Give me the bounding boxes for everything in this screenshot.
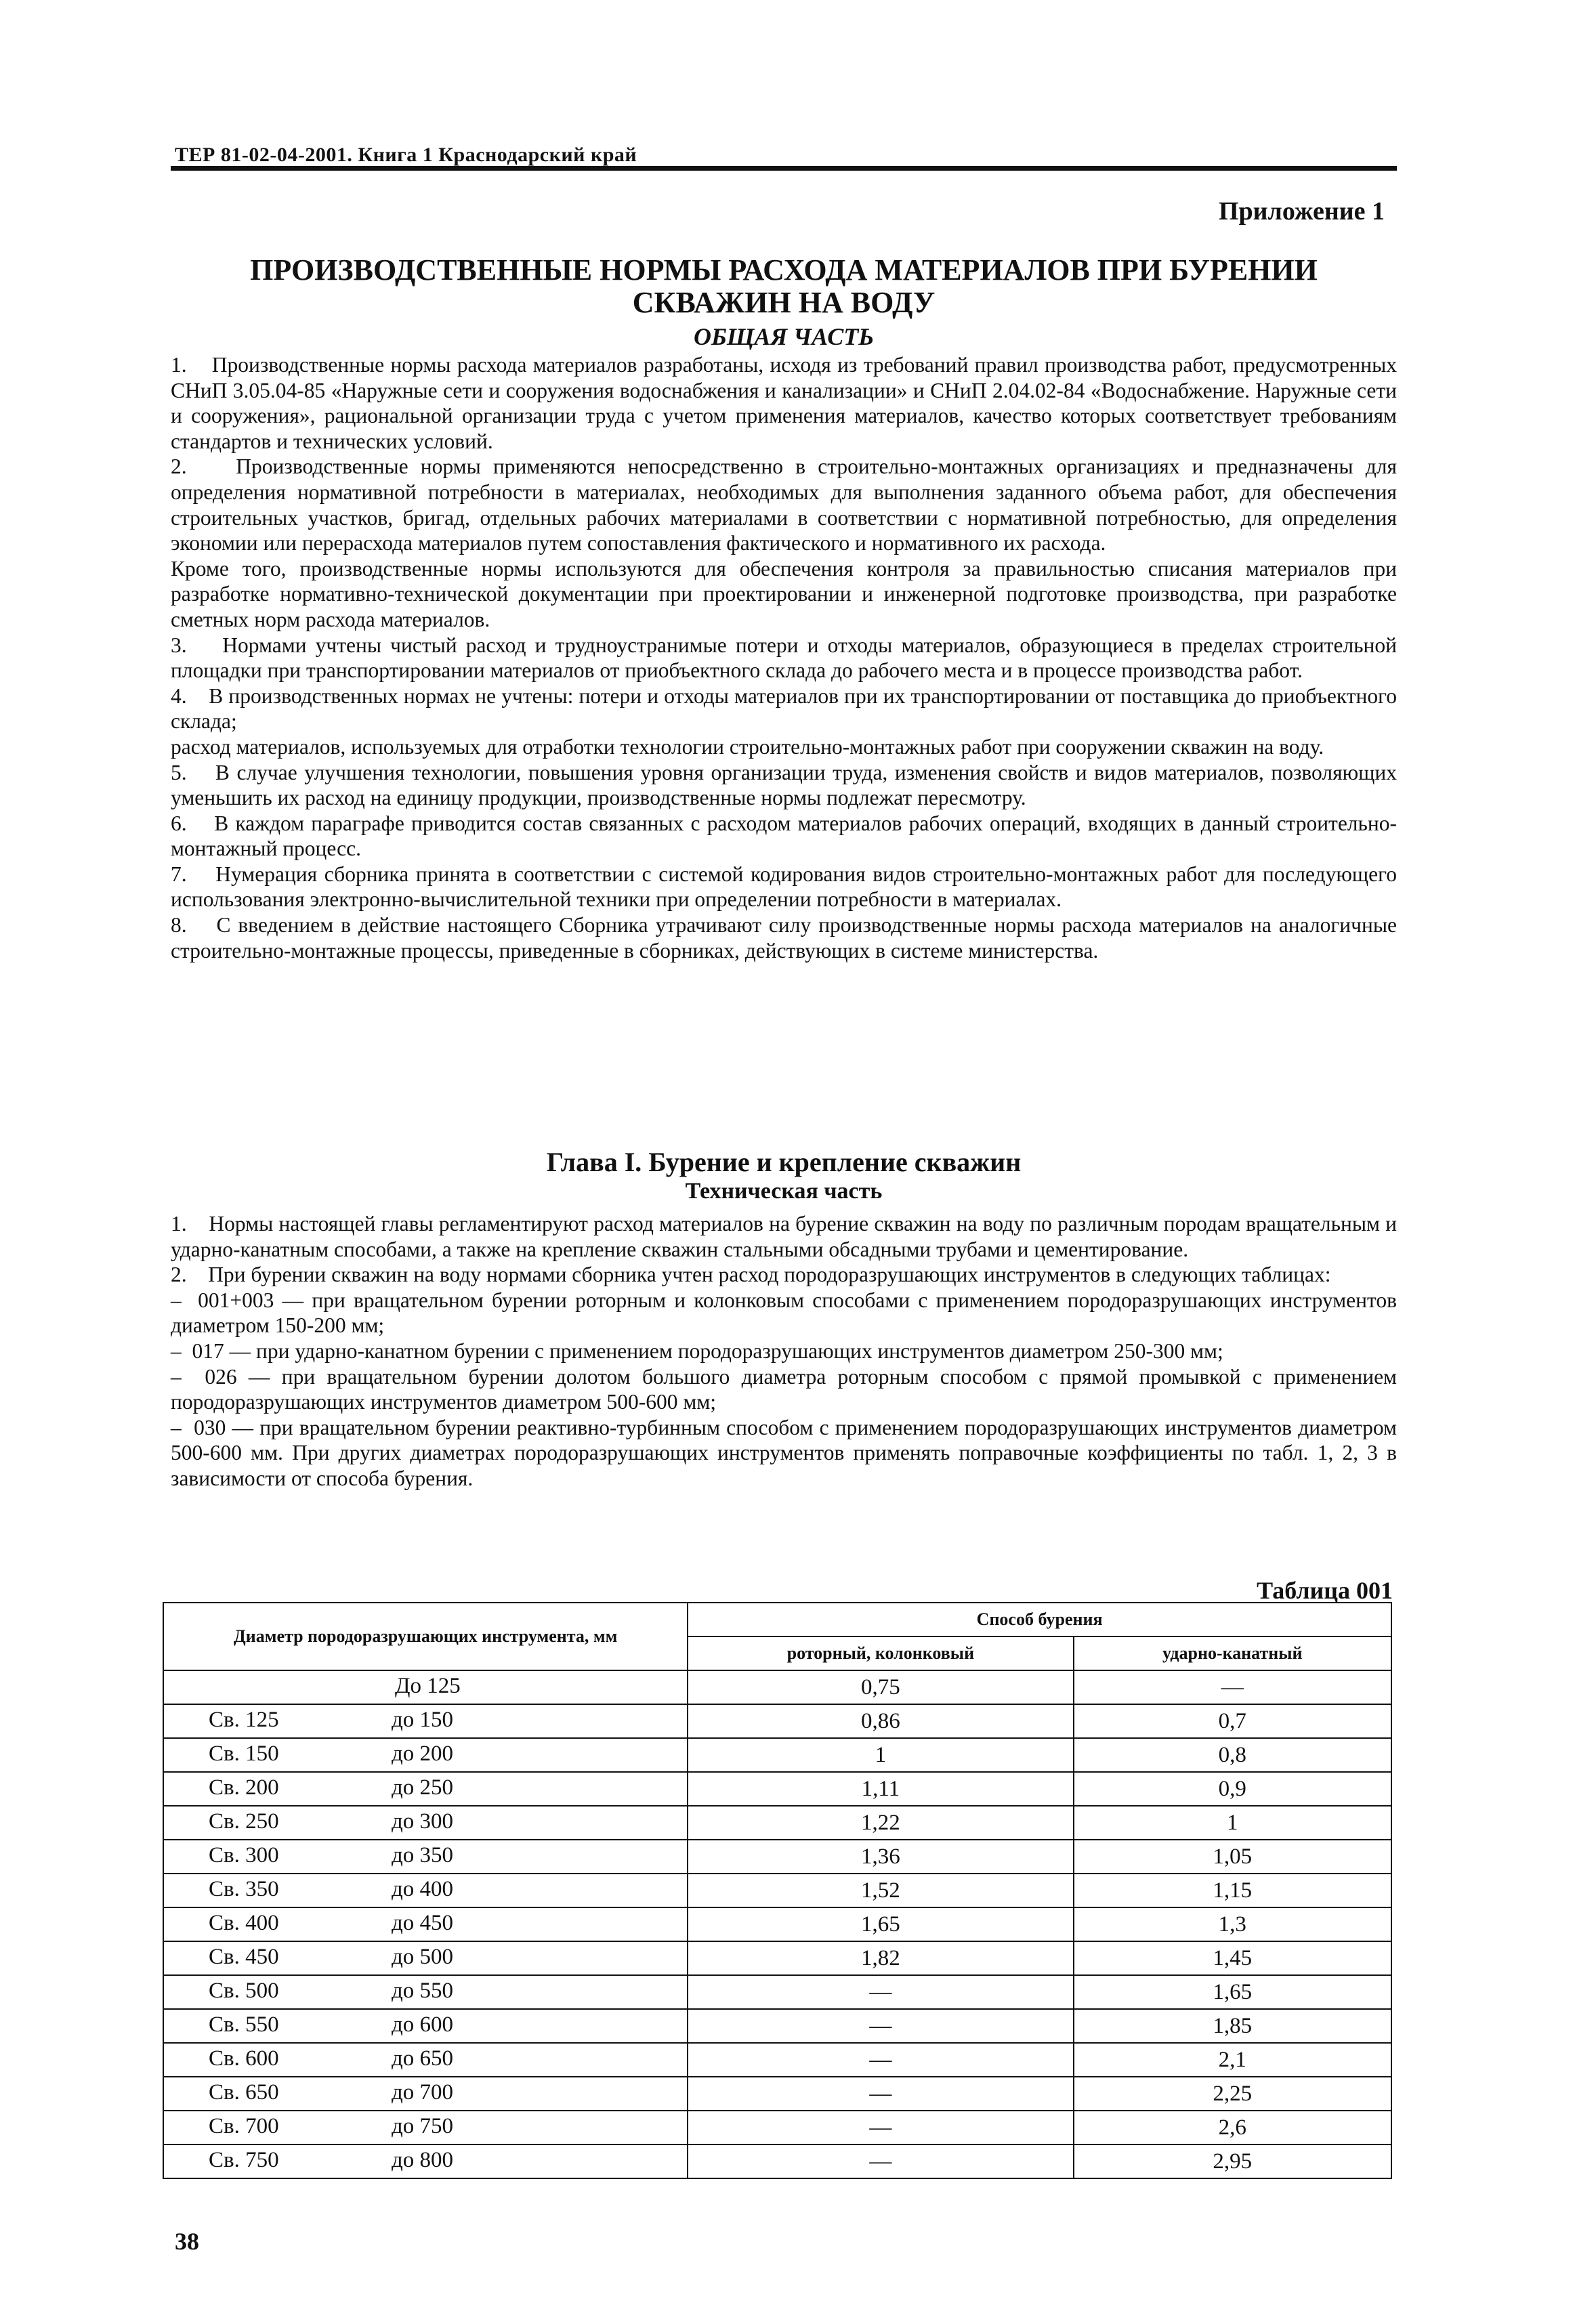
percussion-value: 2,95 <box>1074 2145 1391 2178</box>
diameter-to: до 200 <box>392 1741 454 1766</box>
diameter-range <box>168 1840 683 1873</box>
diameter-range <box>168 2145 683 2178</box>
table-row <box>163 1772 1391 1806</box>
diameter-cell <box>163 2145 688 2178</box>
diameter-range <box>168 1942 683 1974</box>
table-row <box>163 2009 1391 2043</box>
diameter-to: до 250 <box>392 1775 454 1800</box>
rotary-value: 0,86 <box>688 1704 1073 1738</box>
diameter-cell <box>163 2111 688 2145</box>
table-row <box>163 1941 1391 1975</box>
general-paragraph: 1. Производственные нормы расхода материалов разработаны, исходя из требований правил производства работ, предусмотренных СНиП 3.05.04-85 «Наружные сети и сооружения водоснабжения и канализации» и СНиП 2.04.02-84 «Водоснабжение. Наружные сети и сооружения», рациональной организации труда с учетом применения материалов, качество которых соответствует требованиям стандартов и технических условий. <box>171 353 1397 453</box>
general-paragraph: 3. Нормами учтены чистый расход и трудноустранимые потери и отходы материалов, образующиеся в пределах строительной площадки при транспортировании материалов от приобъектного склада до рабочего места и в процессе производства работ. <box>171 633 1397 683</box>
percussion-value: 1,15 <box>1074 1874 1391 1907</box>
percussion-value: 0,9 <box>1074 1772 1391 1806</box>
rotary-value: 1 <box>688 1738 1073 1772</box>
diameter-to: до 350 <box>392 1843 454 1867</box>
general-paragraph: 7. Нумерация сборника принята в соответствии с системой кодирования видов строительно-монтажных работ для последующего использования электронно-вычислительной техники при определении потребности в материалах. <box>171 862 1397 912</box>
diameter-range <box>168 1908 683 1941</box>
table-row <box>163 1806 1391 1840</box>
diameter-from: Св. 125 <box>209 1708 279 1732</box>
document-title <box>171 254 1397 319</box>
diameter-from: Св. 700 <box>209 2114 279 2138</box>
diameter-cell <box>163 1975 688 2009</box>
title-line-1: ПРОИЗВОДСТВЕННЫЕ НОРМЫ РАСХОДА МАТЕРИАЛОВ ПРИ БУРЕНИИ <box>250 253 1318 287</box>
general-paragraph: 5. В случае улучшения технологии, повышения уровня организации труда, изменения свойств и видов материалов, позволяющих уменьшить их расход на единицу продукции, производственные нормы подлежат пересмотру. <box>171 760 1397 810</box>
diameter-to: до 700 <box>392 2080 454 2105</box>
diameter-cell <box>163 1874 688 1907</box>
header-rotary: роторный, колонковый <box>688 1636 1073 1670</box>
table-row <box>163 1670 1391 1704</box>
diameter-range <box>168 1807 683 1839</box>
general-heading: ОБЩАЯ ЧАСТЬ <box>693 323 875 350</box>
diameter-to: до 650 <box>392 2046 454 2071</box>
diameter-cell <box>163 1670 688 1704</box>
general-paragraph: 6. В каждом параграфе приводится состав связанных с расходом материалов рабочих операций, входящих в данный строительно-монтажный процесс. <box>171 811 1397 861</box>
header-percussion: ударно-канатный <box>1074 1636 1391 1670</box>
general-paragraph: 2. Производственные нормы применяются непосредственно в строительно-монтажных организациях и предназначены для определения нормативной потребности в материалах, необходимых для выполнения заданного объема работ, для обеспечения строительных участков, бригад, отдельных рабочих материалами в соответствии с нормативной потребностью, для определения экономии или перерасхода материалов путем сопоставления фактического и нормативного их расхода. <box>171 455 1397 555</box>
diameter-to: до 150 <box>392 1708 454 1732</box>
diameter-cell <box>163 1704 688 1738</box>
diameter-to: До 125 <box>395 1674 461 1698</box>
header-method: Способ бурения <box>688 1603 1391 1636</box>
chapter-paragraph: 1. Нормы настоящей главы регламентируют расход материалов на бурение скважин на воду по различным породам вращательным и ударно-канатным способами, а также на крепление скважин стальными обсадными трубами и цементирование. <box>171 1212 1397 1261</box>
diameter-cell <box>163 1772 688 1806</box>
diameter-from: Св. 600 <box>209 2046 279 2071</box>
diameter-to: до 400 <box>392 1877 454 1901</box>
diameter-from: Св. 550 <box>209 2012 279 2037</box>
percussion-value: 1 <box>1074 1806 1391 1840</box>
rotary-value: 1,65 <box>688 1907 1073 1941</box>
percussion-value: 1,45 <box>1074 1941 1391 1975</box>
header-diameter: Диаметр породоразрушающих инструмента, мм <box>163 1603 688 1670</box>
diameter-to: до 750 <box>392 2114 454 2138</box>
percussion-value: 2,25 <box>1074 2077 1391 2111</box>
diameter-from: Св. 650 <box>209 2080 279 2105</box>
rotary-value: — <box>688 2077 1073 2111</box>
percussion-value: 0,7 <box>1074 1704 1391 1738</box>
diameter-range <box>168 2111 683 2144</box>
diameter-cell <box>163 1941 688 1975</box>
diameter-cell <box>163 1806 688 1840</box>
general-paragraph: Кроме того, производственные нормы используются для обеспечения контроля за правильностью списания материалов при разработке нормативно-технической документации при проектировании и инженерной подготовке производства, при разработке сметных норм расхода материалов. <box>171 556 1397 631</box>
chapter-title: Глава I. Бурение и крепление скважин <box>546 1147 1022 1177</box>
header-rule <box>171 166 1397 171</box>
table-label: Таблица 001 <box>1257 1577 1393 1604</box>
rotary-value: 0,75 <box>688 1670 1073 1704</box>
percussion-value: 1,3 <box>1074 1907 1391 1941</box>
diameter-from: Св. 150 <box>209 1741 279 1766</box>
table-row <box>163 2145 1391 2178</box>
running-header: ТЕР 81-02-04-2001. Книга 1 Краснодарский край <box>175 144 637 166</box>
percussion-value: 1,65 <box>1074 1975 1391 2009</box>
rotary-value: 1,22 <box>688 1806 1073 1840</box>
diameter-range <box>168 1705 683 1737</box>
chapter-paragraph: – 030 — при вращательном бурении реактивно-турбинным способом с применением породоразрушающих инструментов диаметром 500-600 мм. При других диаметрах породоразрушающих инструментов применять поправочные коэффициенты по табл. 1, 2, 3 в зависимости от способа бурения. <box>171 1415 1397 1490</box>
rotary-value: 1,52 <box>688 1874 1073 1907</box>
percussion-value: 1,85 <box>1074 2009 1391 2043</box>
table-row <box>163 1874 1391 1907</box>
percussion-value: 1,05 <box>1074 1840 1391 1874</box>
table-row <box>163 2111 1391 2145</box>
table-row <box>163 1738 1391 1772</box>
diameter-from: Св. 450 <box>209 1945 279 1969</box>
diameter-to: до 550 <box>392 1979 454 2003</box>
diameter-from: Св. 350 <box>209 1877 279 1901</box>
chapter-paragraph: – 017 — при ударно-канатном бурении с применением породоразрушающих инструментов диаметром 250-300 мм; <box>171 1338 1223 1363</box>
diameter-cell <box>163 1907 688 1941</box>
diameter-range <box>168 1773 683 1805</box>
chapter-paragraph: – 026 — при вращательном бурении долотом большого диаметра роторным способом с прямой промывкой с применением породоразрушающих инструментов диаметром 500-600 мм; <box>171 1364 1397 1414</box>
rotary-value: — <box>688 1975 1073 2009</box>
diameter-from: Св. 250 <box>209 1809 279 1834</box>
diameter-to: до 300 <box>392 1809 454 1834</box>
percussion-value: 0,8 <box>1074 1738 1391 1772</box>
diameter-to: до 500 <box>392 1945 454 1969</box>
diameter-cell <box>163 2009 688 2043</box>
rotary-value: 1,82 <box>688 1941 1073 1975</box>
appendix-label: Приложение 1 <box>1218 197 1385 226</box>
page-number: 38 <box>175 2228 199 2255</box>
rotary-value: — <box>688 2009 1073 2043</box>
diameter-range <box>168 1976 683 2008</box>
table-row <box>163 1907 1391 1941</box>
table-body <box>163 1670 1391 2178</box>
diameter-range <box>168 2044 683 2076</box>
general-section <box>171 352 1397 963</box>
norms-table <box>163 1602 1392 2179</box>
rotary-value: 1,11 <box>688 1772 1073 1806</box>
general-paragraph: 8. С введением в действие настоящего Сборника утрачивают силу производственные нормы расхода материалов на аналогичные строительно-монтажные процессы, приведенные в сборниках, действующих в системе министерства. <box>171 913 1397 963</box>
rotary-value: — <box>688 2111 1073 2145</box>
chapter-section <box>171 1211 1397 1492</box>
diameter-from: Св. 300 <box>209 1843 279 1867</box>
diameter-to: до 600 <box>392 2012 454 2037</box>
general-paragraph: 4. В производственных нормах не учтены: потери и отходы материалов при их транспортировании от поставщика до приобъектного склада; <box>171 683 1397 734</box>
table-row <box>163 1704 1391 1738</box>
diameter-range <box>168 1739 683 1771</box>
diameter-cell <box>163 1840 688 1874</box>
table-row <box>163 2077 1391 2111</box>
diameter-from: Св. 400 <box>209 1911 279 1935</box>
table-row <box>163 1840 1391 1874</box>
diameter-to: до 450 <box>392 1911 454 1935</box>
diameter-cell <box>163 2077 688 2111</box>
chapter-paragraph: – 001+003 — при вращательном бурении роторным и колонковым способами с применением породоразрушающих инструментов диаметром 150-200 мм; <box>171 1288 1397 1338</box>
diameter-from: Св. 200 <box>209 1775 279 1800</box>
rotary-value: — <box>688 2043 1073 2077</box>
diameter-to: до 800 <box>392 2148 454 2172</box>
percussion-value: 2,1 <box>1074 2043 1391 2077</box>
diameter-cell <box>163 2043 688 2077</box>
diameter-range <box>168 2077 683 2110</box>
diameter-cell <box>163 1738 688 1772</box>
chapter-subtitle: Техническая часть <box>685 1179 883 1204</box>
diameter-from: Св. 500 <box>209 1979 279 2003</box>
diameter-range <box>168 2010 683 2042</box>
general-paragraph: расход материалов, используемых для отработки технологии строительно-монтажных работ при сооружении скважин на воду. <box>171 734 1324 759</box>
percussion-value: — <box>1074 1670 1391 1704</box>
diameter-from: Св. 750 <box>209 2148 279 2172</box>
diameter-range <box>168 1874 683 1907</box>
diameter-range <box>168 1671 683 1704</box>
title-line-2: СКВАЖИН НА ВОДУ <box>632 286 936 319</box>
rotary-value: 1,36 <box>688 1840 1073 1874</box>
rotary-value: — <box>688 2145 1073 2178</box>
chapter-paragraph: 2. При бурении скважин на воду нормами сборника учтен расход породоразрушающих инструментов в следующих таблицах: <box>171 1263 1331 1287</box>
table-row <box>163 1975 1391 2009</box>
percussion-value: 2,6 <box>1074 2111 1391 2145</box>
table-row <box>163 2043 1391 2077</box>
